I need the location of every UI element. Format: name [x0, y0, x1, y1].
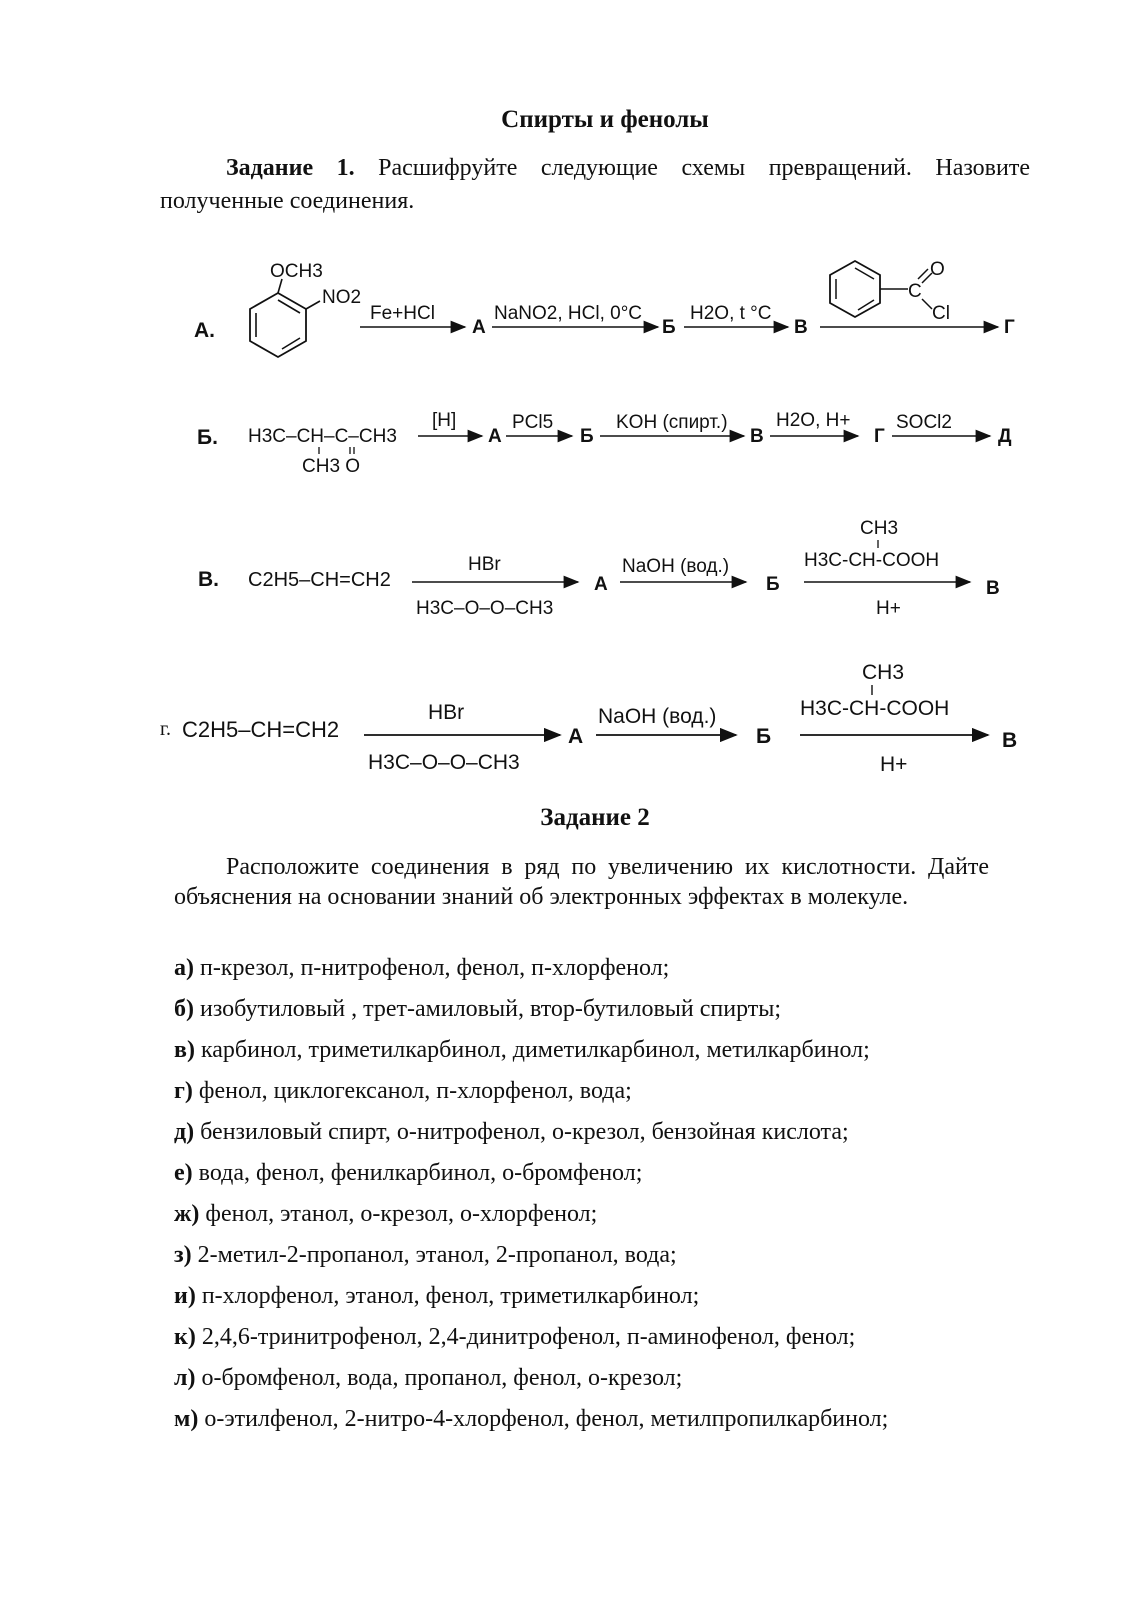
ketone-chain: H3C–CH–C–CH3 — [248, 426, 397, 447]
reagent-naoh: NaOH (вод.) — [622, 556, 730, 577]
list-item — [174, 948, 1034, 989]
acid-branch: CH3 — [860, 518, 899, 539]
item-text: фенол, циклогексанол, п-хлорфенол, вода; — [192, 1078, 632, 1104]
task1-label: Задание 1. — [226, 155, 355, 181]
reagent-nano2: NaNO2, HCl, 0°C — [494, 303, 643, 324]
item-text: п-крезол, п-нитрофенол, фенол, п-хлорфенол; — [194, 955, 670, 981]
item-label: а) — [174, 955, 194, 981]
list-item — [174, 1194, 1034, 1235]
item-label: г) — [174, 1078, 193, 1104]
list-item — [174, 1153, 1034, 1194]
scheme-g — [0, 655, 1132, 785]
product-g: Г — [874, 426, 885, 447]
list-item — [174, 1317, 1034, 1358]
task2-intro: Расположите соединения в ряд по увеличению их кислотности. Дайте объяснения на основании знаний об электронных эффектах в молекуле. — [174, 854, 989, 910]
product-b: Б — [766, 574, 780, 595]
item-label: е) — [174, 1160, 193, 1186]
reagent-koh: KOH (спирт.) — [616, 412, 728, 433]
item-text: 2-метил-2-пропанол, этанол, 2-пропанол, вода; — [191, 1242, 677, 1268]
acid-branch: CH3 — [862, 661, 905, 684]
reagent-naoh: NaOH (вод.) — [598, 705, 717, 728]
nitroanisole-ring — [250, 279, 320, 357]
list-item — [174, 1030, 1034, 1071]
product-v: В — [750, 426, 764, 447]
list-item — [174, 1071, 1034, 1112]
item-text: фенол, этанол, о-крезол, о-хлорфенол; — [199, 1201, 598, 1227]
item-label: д) — [174, 1119, 195, 1145]
isobutyric-acid: H3C-CH-COOH — [804, 550, 940, 571]
acyl-carbon: C — [908, 281, 922, 302]
task1-text: Расшифруйте следующие схемы превращений. Назовите полученные соединения. — [160, 155, 1030, 214]
scheme-v — [0, 510, 1132, 630]
reagent-h: [H] — [432, 410, 457, 431]
product-g: Г — [1004, 317, 1015, 338]
task2-title: Задание 2 — [540, 804, 650, 831]
acyl-oxygen: O — [930, 259, 945, 280]
list-item — [174, 1399, 1034, 1440]
product-b: Б — [580, 426, 594, 447]
reagent-h2o-heat: H2O, t °C — [690, 303, 772, 324]
catalyst-h: H+ — [876, 598, 901, 619]
product-d: Д — [998, 426, 1012, 447]
product-b: Б — [662, 317, 676, 338]
catalyst-h: H+ — [880, 753, 908, 776]
item-label: к) — [174, 1324, 196, 1350]
product-v: В — [794, 317, 808, 338]
item-label: б) — [174, 996, 194, 1022]
alkene: C2H5–CH=CH2 — [182, 717, 340, 742]
list-item — [174, 989, 1034, 1030]
scheme-g-label: г. — [160, 718, 171, 740]
item-text: карбинол, триметилкарбинол, диметилкарбинол, метилкарбинол; — [194, 1037, 870, 1063]
item-label: л) — [174, 1365, 196, 1391]
product-v: В — [986, 578, 1000, 599]
product-v: В — [1002, 729, 1018, 752]
product-a: А — [594, 574, 608, 595]
item-text: бензиловый спирт, о-нитрофенол, о-крезол, бензойная кислота; — [194, 1119, 849, 1145]
item-label: и) — [174, 1283, 196, 1309]
item-text: изобутиловый , трет-амиловый, втор-бутиловый спирты; — [194, 996, 782, 1022]
item-label: ж) — [174, 1201, 200, 1227]
reagent-pcl5: PCl5 — [512, 412, 554, 433]
item-text: п-хлорфенол, этанол, фенол, триметилкарбинол; — [195, 1283, 700, 1309]
item-text: о-этилфенол, 2-нитро-4-хлорфенол, фенол, метилпропилкарбинол; — [198, 1406, 889, 1432]
product-b: Б — [756, 725, 772, 748]
scheme-b — [0, 400, 1132, 480]
scheme-v-label: В. — [198, 568, 219, 591]
reagent-hbr: HBr — [468, 554, 501, 575]
item-text: вода, фенол, фенилкарбинол, о-бромфенол; — [192, 1160, 643, 1186]
reagent-peroxide: H3C–O–O–CH3 — [416, 598, 554, 619]
item-text: 2,4,6-тринитрофенол, 2,4-динитрофенол, п-аминофенол, фенол; — [195, 1324, 856, 1350]
list-item — [174, 1235, 1034, 1276]
list-item — [174, 1358, 1034, 1399]
scheme-a-label: А. — [194, 319, 215, 342]
product-a: А — [568, 725, 584, 748]
ketone-branch: CH3 O — [302, 456, 361, 477]
isobutyric-acid: H3C-CH-COOH — [800, 697, 950, 720]
product-a: А — [488, 426, 502, 447]
item-text: о-бромфенол, вода, пропанол, фенол, о-крезол; — [195, 1365, 683, 1391]
acyl-chlorine: Cl — [932, 303, 950, 324]
reagent-h2o-h: H2O, H+ — [776, 410, 851, 431]
item-label: з) — [174, 1242, 192, 1268]
item-label: м) — [174, 1406, 199, 1432]
list-item — [174, 1112, 1034, 1153]
scheme-a — [0, 245, 1132, 365]
reagent-socl2: SOCl2 — [896, 412, 952, 433]
item-label: в) — [174, 1037, 195, 1063]
product-a: А — [472, 317, 486, 338]
substituent-no2: NO2 — [322, 287, 362, 308]
task2-items — [174, 948, 1034, 1440]
reagent-peroxide: H3C–O–O–CH3 — [368, 751, 520, 774]
task1-statement — [160, 152, 1030, 218]
reagent-fe-hcl: Fe+HCl — [370, 303, 435, 324]
list-item — [174, 1276, 1034, 1317]
page-title: Спирты и фенолы — [501, 106, 709, 133]
reagent-hbr: HBr — [428, 701, 465, 724]
scheme-b-label: Б. — [197, 426, 218, 449]
alkene: C2H5–CH=CH2 — [248, 569, 391, 591]
substituent-och3: OCH3 — [270, 261, 323, 282]
